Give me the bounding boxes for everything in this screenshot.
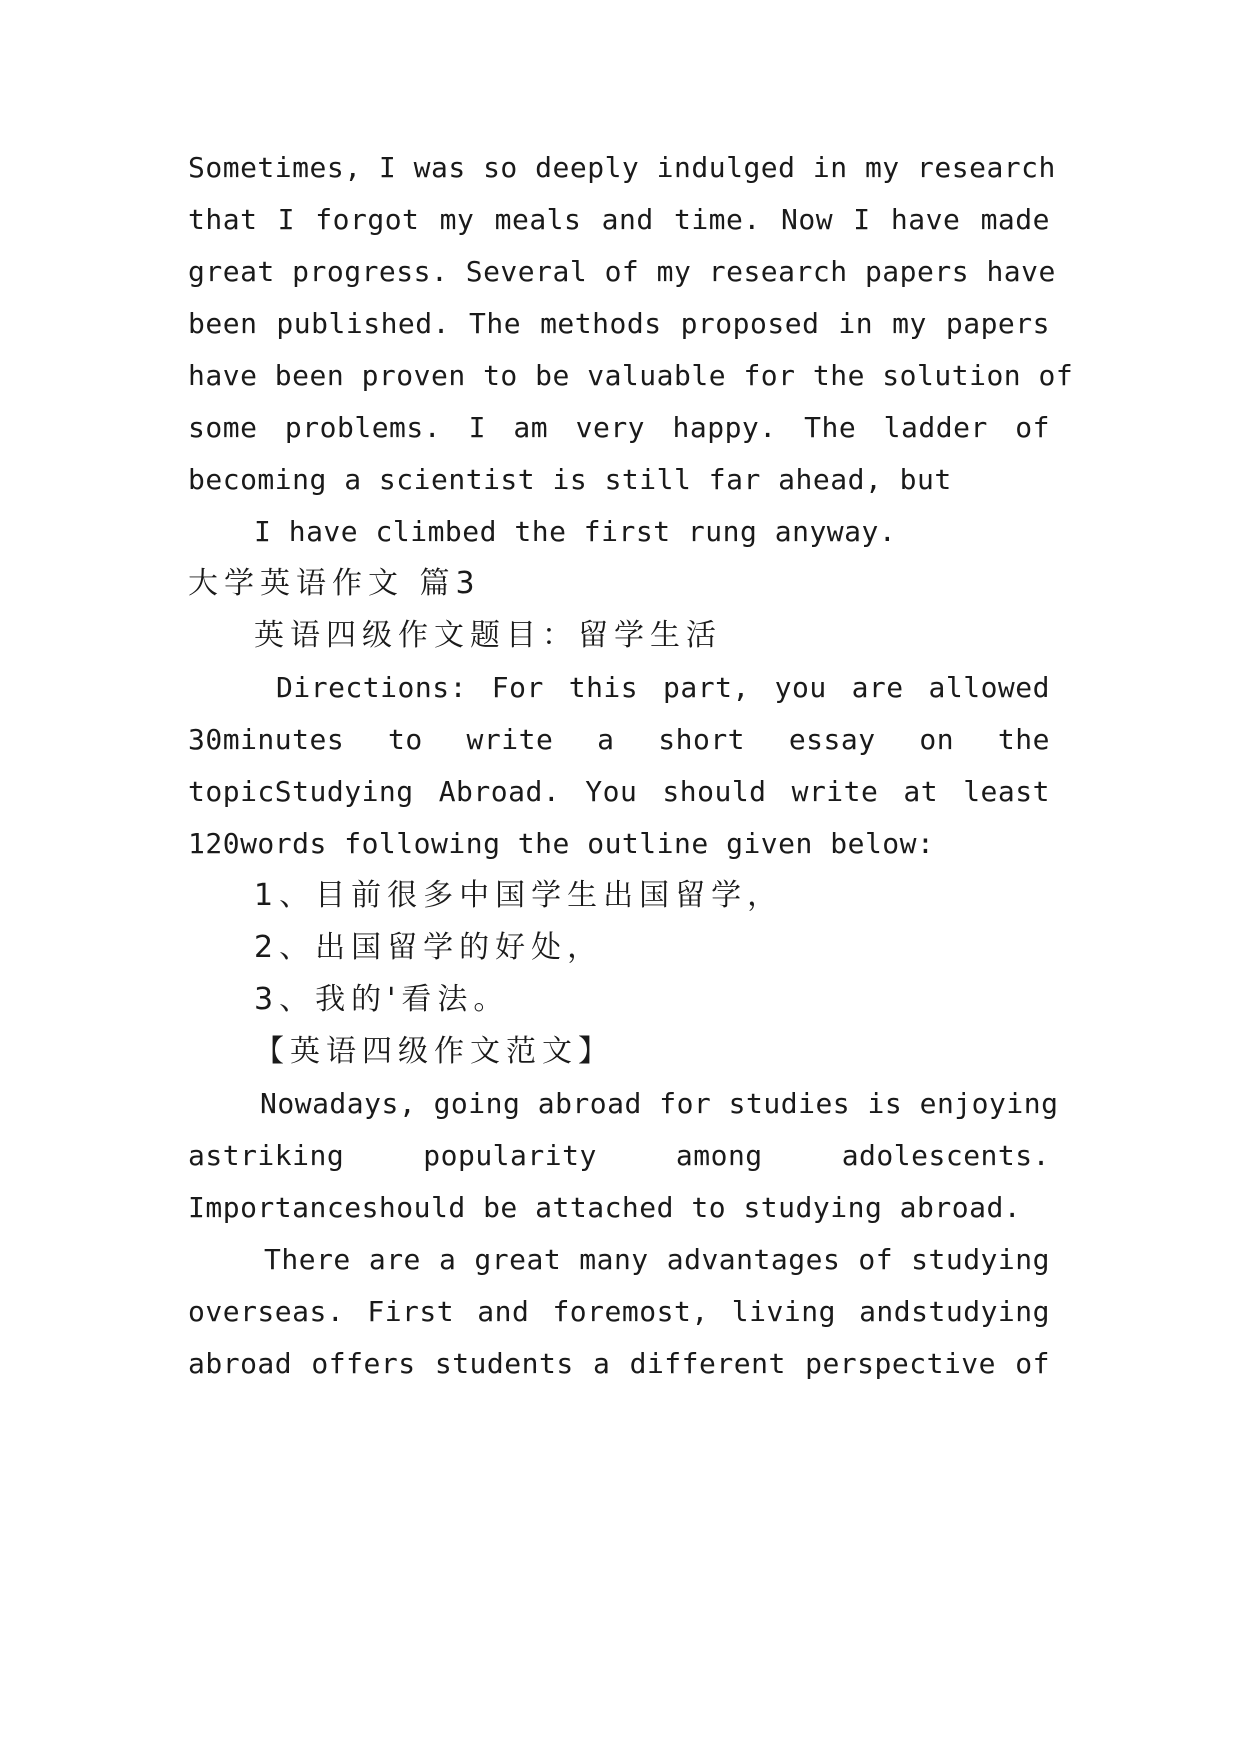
text-line: Directions: For this part, you are allowed [276, 671, 1050, 704]
outline-item: 1、目前很多中国学生出国留学， [254, 878, 784, 913]
text-line: that I forgot my meals and time. Now I have made [188, 203, 1050, 236]
section-heading: 大学英语作文 篇3 [188, 566, 481, 601]
text-line: abroad offers students a different perspective of [188, 1347, 1050, 1380]
essay-title: 英语四级作文题目：留学生活 [254, 618, 722, 653]
text-line: Importanceshould be attached to studying abroad. [188, 1191, 1022, 1224]
text-line: astriking popularity among adolescents. [188, 1139, 1050, 1172]
outline-item: 3、我的'看法。 [254, 982, 510, 1017]
text-line: There are a great many advantages of studying [264, 1243, 1050, 1276]
text-line: some problems. I am very happy. The ladder of [188, 411, 1050, 444]
text-line: Nowadays, going abroad for studies is enjoying [260, 1087, 1059, 1120]
sample-essay-heading: 【英语四级作文范文】 [254, 1034, 614, 1069]
text-line: 120words following the outline given below: [188, 827, 935, 860]
text-line: becoming a scientist is still far ahead, but [188, 463, 952, 496]
text-line: great progress. Several of my research papers have [188, 255, 1056, 288]
text-line: overseas. First and foremost, living andstudying [188, 1295, 1050, 1328]
text-line: have been proven to be valuable for the solution of [188, 359, 1074, 392]
text-line: Sometimes, I was so deeply indulged in my research [188, 151, 1056, 184]
text-line: been published. The methods proposed in my papers [188, 307, 1050, 340]
text-line: I have climbed the first rung anyway. [254, 515, 897, 548]
text-line: 30minutes to write a short essay on the [188, 723, 1050, 756]
text-line: topicStudying Abroad. You should write at least [188, 775, 1050, 808]
outline-item: 2、出国留学的好处， [254, 930, 604, 965]
